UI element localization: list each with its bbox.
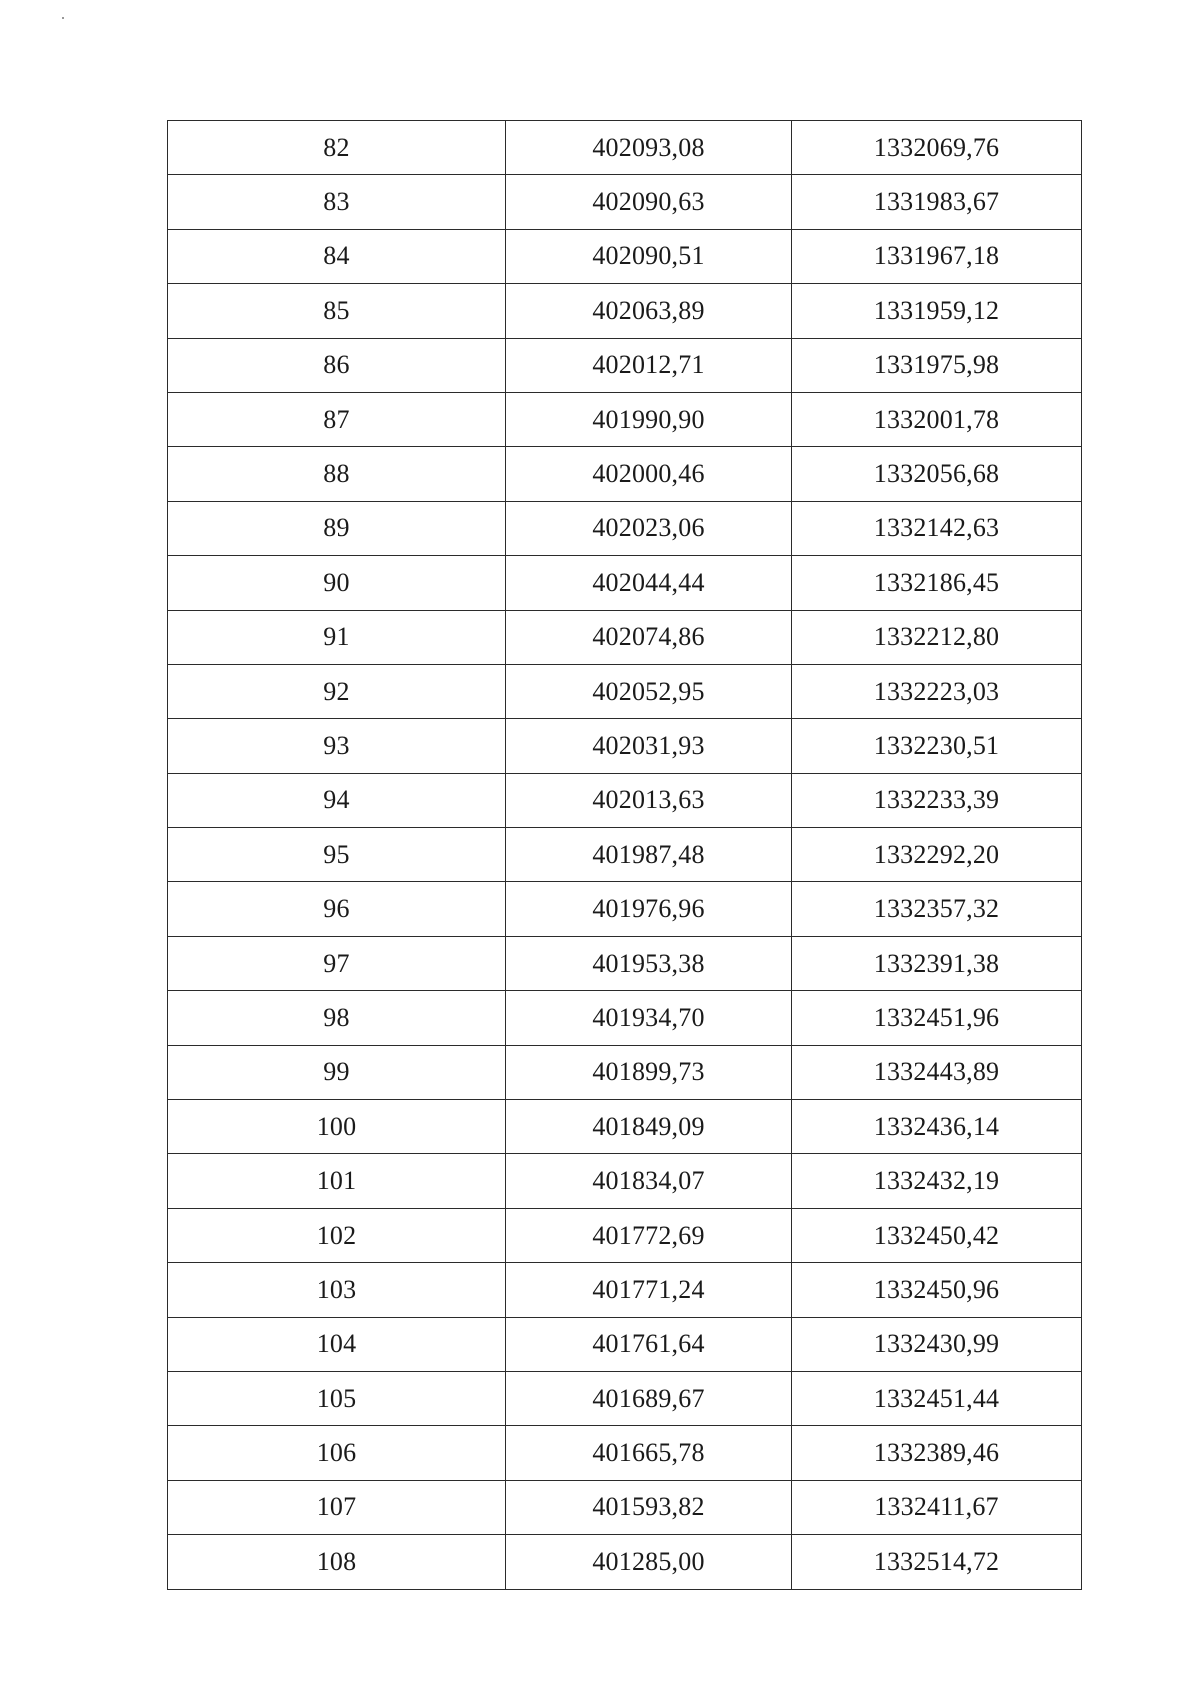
x-coordinate-cell: 401285,00 (506, 1535, 792, 1589)
point-number-cell: 97 (168, 936, 506, 990)
point-number-cell: 95 (168, 828, 506, 882)
table-row (168, 719, 1082, 773)
table-row (168, 610, 1082, 664)
y-coordinate-cell: 1332430,99 (792, 1317, 1082, 1371)
y-coordinate-cell: 1332436,14 (792, 1100, 1082, 1154)
point-number-cell: 83 (168, 175, 506, 229)
x-coordinate-cell: 402063,89 (506, 284, 792, 338)
x-coordinate-cell: 401934,70 (506, 991, 792, 1045)
y-coordinate-cell: 1332233,39 (792, 773, 1082, 827)
coordinates-table (167, 120, 1082, 1590)
point-number-cell: 93 (168, 719, 506, 773)
point-number-cell: 84 (168, 229, 506, 283)
x-coordinate-cell: 402000,46 (506, 447, 792, 501)
point-number-cell: 82 (168, 121, 506, 175)
x-coordinate-cell: 401987,48 (506, 828, 792, 882)
y-coordinate-cell: 1332450,42 (792, 1208, 1082, 1262)
y-coordinate-cell: 1332432,19 (792, 1154, 1082, 1208)
point-number-cell: 103 (168, 1263, 506, 1317)
x-coordinate-cell: 402074,86 (506, 610, 792, 664)
y-coordinate-cell: 1331967,18 (792, 229, 1082, 283)
table-row (168, 1371, 1082, 1425)
table-row (168, 991, 1082, 1045)
y-coordinate-cell: 1332223,03 (792, 664, 1082, 718)
table-row (168, 1100, 1082, 1154)
table-row (168, 882, 1082, 936)
scan-speck (62, 17, 64, 19)
y-coordinate-cell: 1332292,20 (792, 828, 1082, 882)
point-number-cell: 100 (168, 1100, 506, 1154)
x-coordinate-cell: 401771,24 (506, 1263, 792, 1317)
point-number-cell: 107 (168, 1480, 506, 1534)
point-number-cell: 98 (168, 991, 506, 1045)
x-coordinate-cell: 401689,67 (506, 1371, 792, 1425)
y-coordinate-cell: 1332230,51 (792, 719, 1082, 773)
x-coordinate-cell: 401772,69 (506, 1208, 792, 1262)
table-row (168, 284, 1082, 338)
y-coordinate-cell: 1332069,76 (792, 121, 1082, 175)
point-number-cell: 99 (168, 1045, 506, 1099)
point-number-cell: 102 (168, 1208, 506, 1262)
x-coordinate-cell: 402023,06 (506, 501, 792, 555)
y-coordinate-cell: 1332056,68 (792, 447, 1082, 501)
table-row (168, 175, 1082, 229)
point-number-cell: 85 (168, 284, 506, 338)
x-coordinate-cell: 402090,63 (506, 175, 792, 229)
table-row (168, 773, 1082, 827)
x-coordinate-cell: 402052,95 (506, 664, 792, 718)
table-row (168, 1426, 1082, 1480)
point-number-cell: 105 (168, 1371, 506, 1425)
x-coordinate-cell: 401899,73 (506, 1045, 792, 1099)
table-row (168, 828, 1082, 882)
point-number-cell: 94 (168, 773, 506, 827)
y-coordinate-cell: 1332186,45 (792, 556, 1082, 610)
table-row (168, 392, 1082, 446)
table-row (168, 556, 1082, 610)
table-row (168, 664, 1082, 718)
y-coordinate-cell: 1332514,72 (792, 1535, 1082, 1589)
point-number-cell: 108 (168, 1535, 506, 1589)
x-coordinate-cell: 401976,96 (506, 882, 792, 936)
y-coordinate-cell: 1332357,32 (792, 882, 1082, 936)
y-coordinate-cell: 1332451,44 (792, 1371, 1082, 1425)
table-row (168, 1263, 1082, 1317)
point-number-cell: 90 (168, 556, 506, 610)
x-coordinate-cell: 402093,08 (506, 121, 792, 175)
point-number-cell: 106 (168, 1426, 506, 1480)
x-coordinate-cell: 401834,07 (506, 1154, 792, 1208)
x-coordinate-cell: 402090,51 (506, 229, 792, 283)
point-number-cell: 87 (168, 392, 506, 446)
y-coordinate-cell: 1332212,80 (792, 610, 1082, 664)
y-coordinate-cell: 1331975,98 (792, 338, 1082, 392)
y-coordinate-cell: 1332142,63 (792, 501, 1082, 555)
y-coordinate-cell: 1332389,46 (792, 1426, 1082, 1480)
table-row (168, 338, 1082, 392)
point-number-cell: 101 (168, 1154, 506, 1208)
table-row (168, 1154, 1082, 1208)
table-row (168, 1045, 1082, 1099)
y-coordinate-cell: 1332451,96 (792, 991, 1082, 1045)
table-row (168, 1480, 1082, 1534)
table-row (168, 121, 1082, 175)
x-coordinate-cell: 402012,71 (506, 338, 792, 392)
y-coordinate-cell: 1331959,12 (792, 284, 1082, 338)
y-coordinate-cell: 1332391,38 (792, 936, 1082, 990)
point-number-cell: 104 (168, 1317, 506, 1371)
x-coordinate-cell: 401665,78 (506, 1426, 792, 1480)
table-row (168, 447, 1082, 501)
x-coordinate-cell: 401593,82 (506, 1480, 792, 1534)
y-coordinate-cell: 1332450,96 (792, 1263, 1082, 1317)
x-coordinate-cell: 401990,90 (506, 392, 792, 446)
x-coordinate-cell: 402031,93 (506, 719, 792, 773)
point-number-cell: 88 (168, 447, 506, 501)
point-number-cell: 91 (168, 610, 506, 664)
table-row (168, 1535, 1082, 1589)
x-coordinate-cell: 402044,44 (506, 556, 792, 610)
y-coordinate-cell: 1332411,67 (792, 1480, 1082, 1534)
x-coordinate-cell: 401761,64 (506, 1317, 792, 1371)
table-row (168, 1317, 1082, 1371)
x-coordinate-cell: 401953,38 (506, 936, 792, 990)
point-number-cell: 89 (168, 501, 506, 555)
point-number-cell: 92 (168, 664, 506, 718)
y-coordinate-cell: 1332443,89 (792, 1045, 1082, 1099)
table-row (168, 1208, 1082, 1262)
coordinates-table-body (168, 121, 1082, 1590)
table-row (168, 501, 1082, 555)
y-coordinate-cell: 1332001,78 (792, 392, 1082, 446)
point-number-cell: 96 (168, 882, 506, 936)
point-number-cell: 86 (168, 338, 506, 392)
table-row (168, 229, 1082, 283)
table-row (168, 936, 1082, 990)
x-coordinate-cell: 401849,09 (506, 1100, 792, 1154)
y-coordinate-cell: 1331983,67 (792, 175, 1082, 229)
x-coordinate-cell: 402013,63 (506, 773, 792, 827)
